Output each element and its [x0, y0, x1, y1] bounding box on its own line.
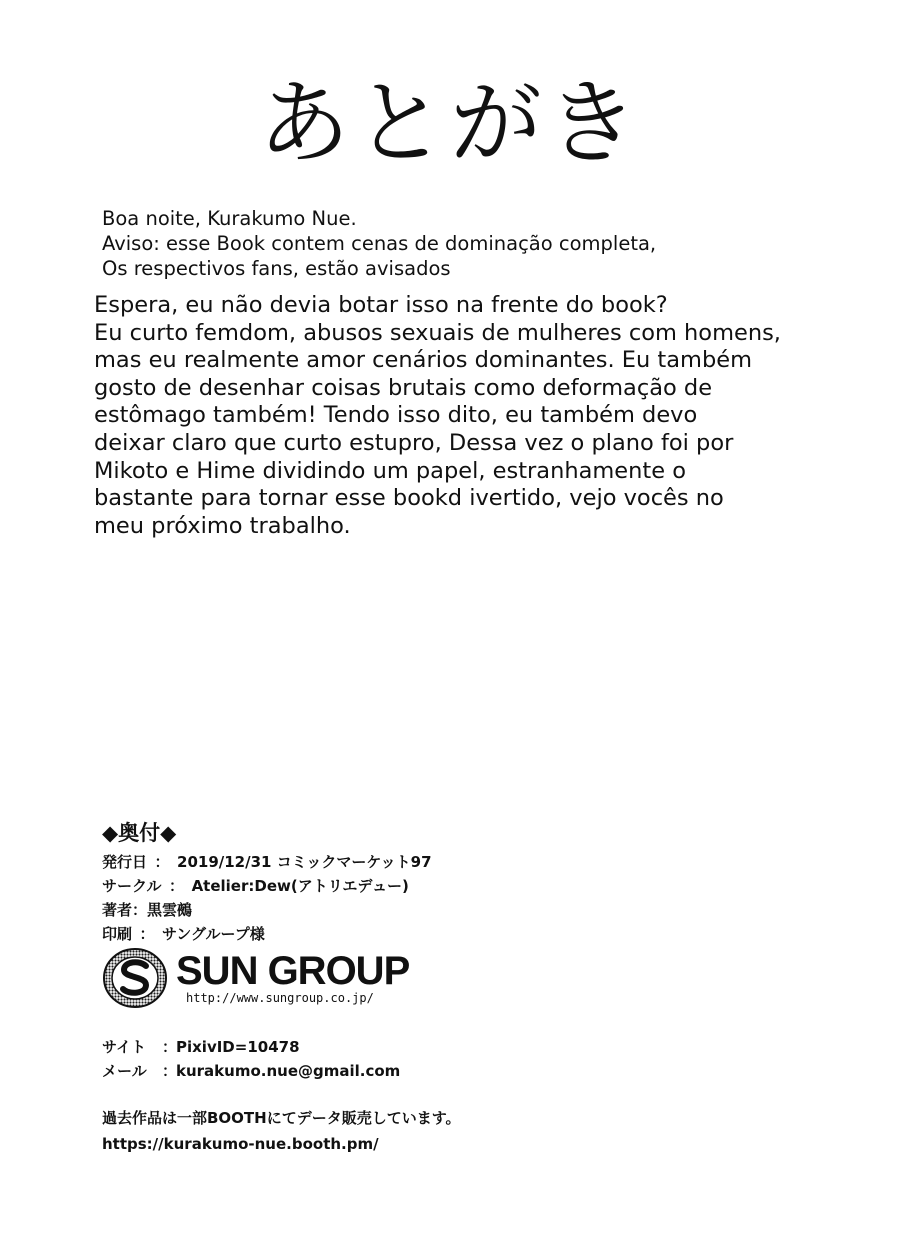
body-line: Espera, eu não devia botar isso na frente do book?	[94, 292, 668, 318]
body-line: Eu curto femdom, abusos sexuais de mulheres com homens,	[94, 319, 781, 346]
body-line: Mikoto e Hime dividindo um papel, estranhamente o	[94, 457, 686, 484]
contact-separator: ：	[162, 1038, 178, 1056]
colophon-row-printer	[102, 922, 802, 946]
logo-url: http://www.sungroup.co.jp/	[186, 991, 374, 1005]
body-line: estômago também! Tendo isso dito, eu também devo	[94, 402, 698, 429]
intro-line: Os respectivos fans, estão avisados	[102, 257, 451, 280]
intro-line: Aviso: esse Book contem cenas de dominação completa,	[102, 232, 657, 255]
booth-block	[102, 1105, 702, 1157]
body-line: mas eu realmente amor cenários dominantes. Eu também	[94, 347, 753, 374]
colophon-value: 黒雲鵺	[147, 901, 193, 919]
contact-value: kurakumo.nue@gmail.com	[176, 1062, 401, 1080]
colophon-row-circle	[102, 874, 802, 898]
contact-row-mail	[102, 1059, 702, 1083]
afterword-title: あとがき	[257, 70, 642, 177]
contact-key: メール	[102, 1062, 147, 1080]
colophon-separator: ：	[139, 925, 155, 943]
colophon-separator: ：	[154, 853, 170, 871]
contact-separator: ：	[162, 1062, 178, 1080]
intro-block	[102, 206, 822, 281]
colophon-value: Atelier:Dew(アトリエデュー)	[191, 877, 409, 895]
contact-block	[102, 1035, 702, 1083]
colophon-key: 著者	[102, 901, 133, 919]
body-line: deixar claro que curto estupro, Dessa vez o plano foi por	[94, 429, 734, 456]
colophon-separator: ：	[169, 877, 185, 895]
colophon-row-date	[102, 850, 802, 874]
colophon	[102, 820, 802, 946]
colophon-value: サングループ様	[162, 925, 265, 943]
colophon-key: 発行日	[102, 853, 148, 871]
colophon-key: サークル	[102, 877, 162, 895]
sun-group-emblem-icon	[102, 947, 168, 1009]
contact-value: PixivID=10478	[176, 1038, 300, 1056]
colophon-row-author	[102, 898, 802, 922]
afterword-body	[94, 292, 854, 540]
contact-key: サイト	[102, 1038, 146, 1056]
colophon-separator: ：	[132, 901, 148, 919]
logo-wordmark: SUN GROUP	[176, 949, 410, 993]
booth-url: https://kurakumo-nue.booth.pm/	[102, 1135, 379, 1153]
colophon-value: 2019/12/31 コミックマーケット97	[177, 853, 432, 871]
booth-note: 過去作品は一部BOOTHにてデータ販売しています。	[102, 1109, 461, 1127]
body-line: meu próximo trabalho.	[94, 512, 351, 539]
intro-line: Boa noite, Kurakumo Nue.	[102, 207, 357, 230]
contact-row-site	[102, 1035, 702, 1059]
body-line: gosto de desenhar coisas brutais como deformação de	[94, 374, 713, 401]
colophon-key: 印刷	[102, 925, 133, 943]
colophon-heading: ◆奥付◆	[102, 821, 177, 845]
body-line: bastante para tornar esse bookd ivertido, vejo vocês no	[94, 485, 724, 512]
sun-group-logo	[102, 945, 432, 1011]
